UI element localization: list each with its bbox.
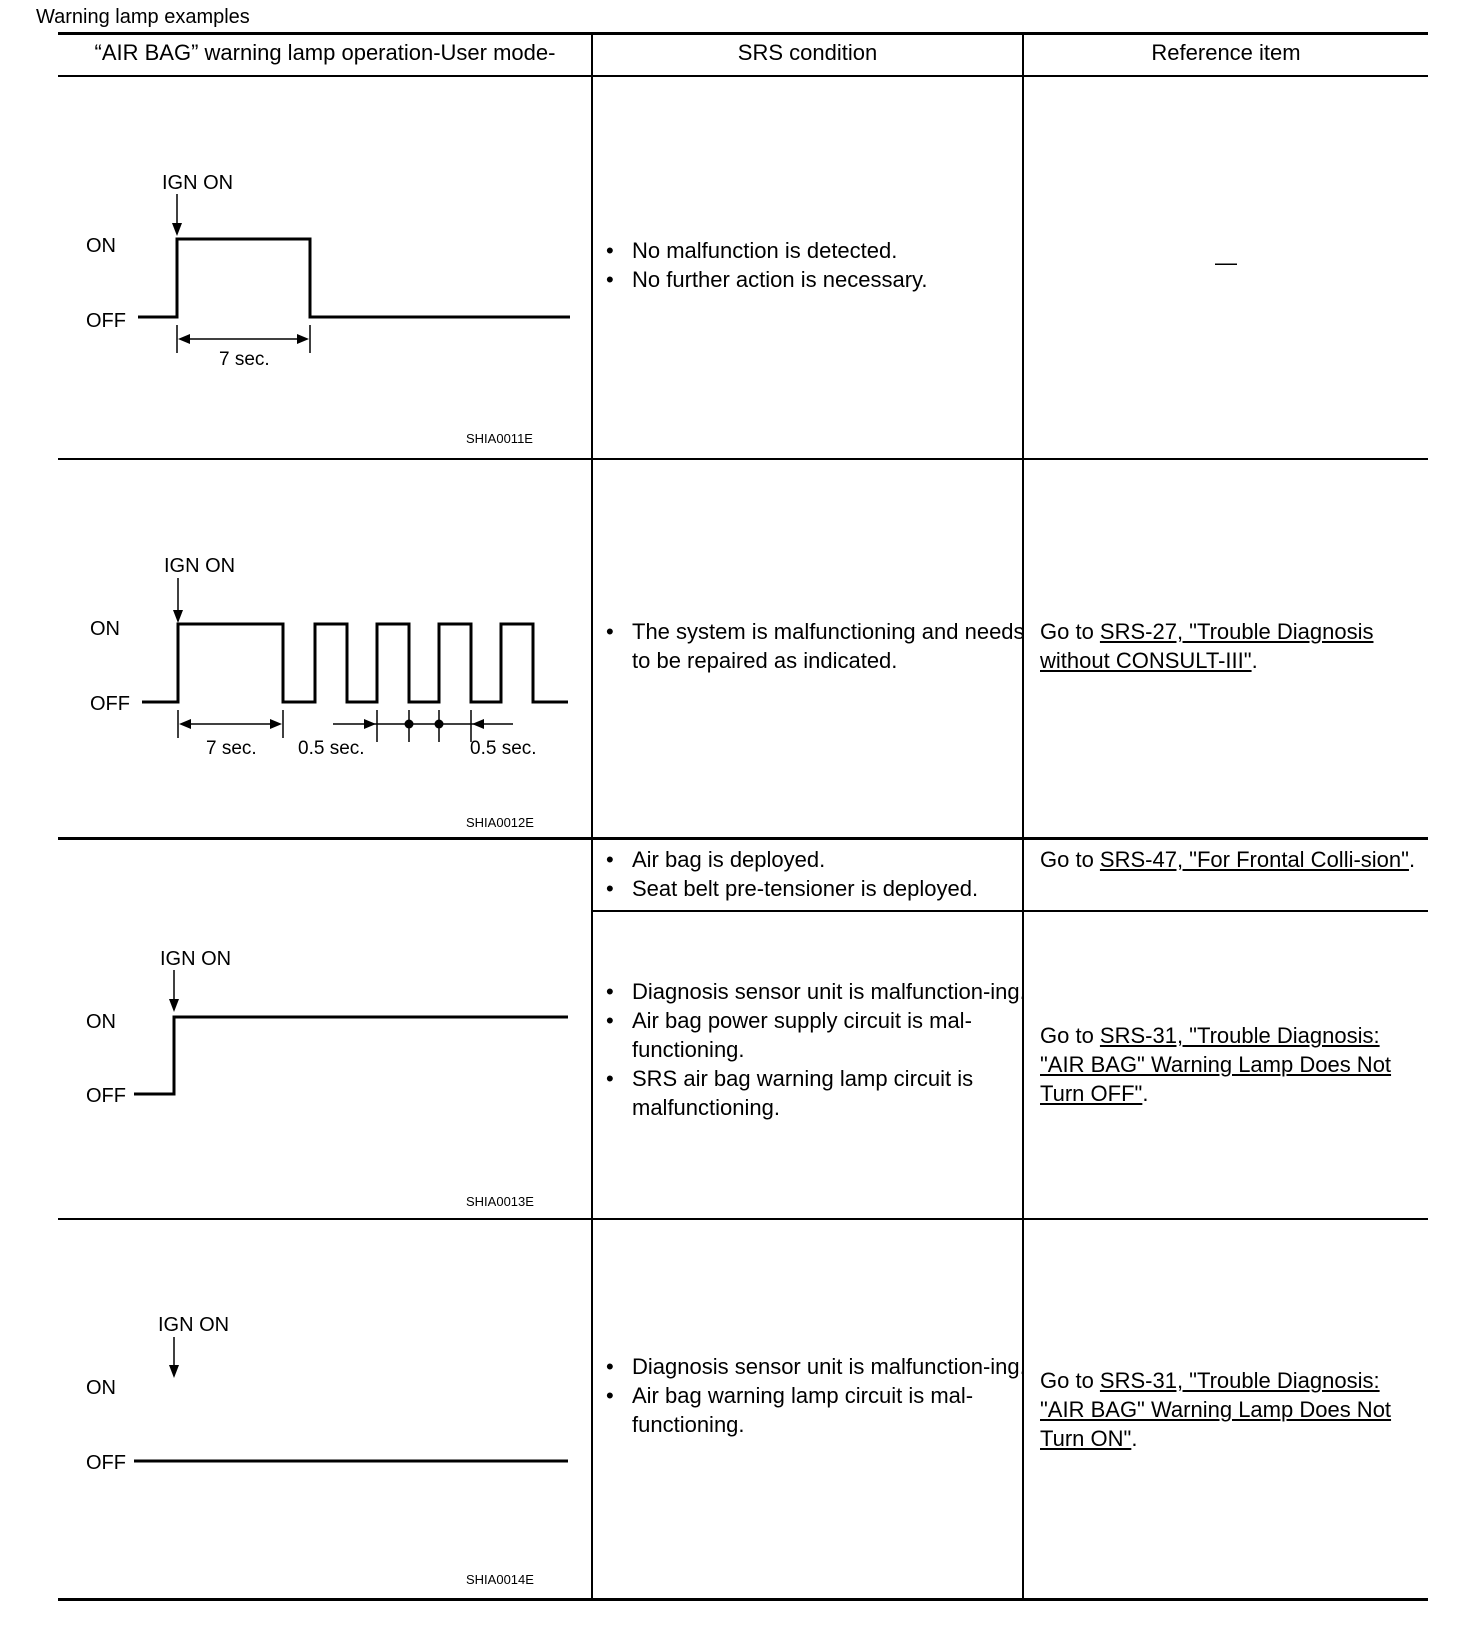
off-label: OFF (86, 310, 126, 332)
row-4-reference (1040, 1366, 1420, 1453)
header-condition: SRS condition (737, 40, 878, 65)
reference-link[interactable]: SRS-47, "For Frontal Colli-sion" (1099, 847, 1409, 872)
reference-prefix: Go to (1040, 847, 1100, 872)
duration-label: 7 sec. (219, 349, 270, 370)
figure-code: SHIA0014E (466, 1572, 534, 1587)
condition-item: • Air bag power supply circuit is mal-functioning. (606, 1006, 1026, 1064)
ign-arrowhead (173, 610, 183, 623)
off-label: OFF (86, 1452, 126, 1474)
row-4-conditions (606, 1352, 1026, 1439)
condition-item: • Air bag warning lamp circuit is mal-functioning. (606, 1381, 1026, 1439)
condition-item: • No further action is necessary. (606, 265, 1026, 294)
row-1-reference: — (1215, 250, 1237, 275)
figure-code: SHIA0011E (466, 431, 533, 446)
row-2-conditions (606, 617, 1026, 675)
header-operation: “AIR BAG” warning lamp operation-User mode- (94, 40, 556, 65)
condition-item: • The system is malfunctioning and needs to be repaired as indicated. (606, 617, 1026, 675)
row-1-diagram (58, 77, 592, 458)
row-3-diagram (58, 840, 592, 1218)
ign-arrowhead (169, 999, 179, 1012)
row-4-diagram (58, 1220, 592, 1598)
on-label: ON (86, 1377, 116, 1399)
lamp-signal-trace (142, 624, 568, 702)
row-1-conditions (606, 236, 1026, 294)
reference-link[interactable]: SRS-27, "Trouble Diagnosis without CONSULT-III" (1040, 619, 1374, 673)
ign-on-label: IGN ON (158, 1314, 230, 1336)
condition-item: • Diagnosis sensor unit is malfunction-ing. (606, 1352, 1026, 1381)
reference-link[interactable]: SRS-31, "Trouble Diagnosis: "AIR BAG" Warning Lamp Does Not Turn ON" (1040, 1368, 1392, 1451)
blink-label-2: 0.5 sec. (470, 738, 537, 759)
condition-item: • No malfunction is detected. (606, 236, 1026, 265)
condition-item: • Diagnosis sensor unit is malfunction-ing. (606, 977, 1026, 1006)
reference-prefix: Go to (1040, 1023, 1100, 1048)
blink-label-1: 0.5 sec. (298, 738, 365, 759)
on-label: ON (86, 1011, 116, 1033)
off-label: OFF (86, 1085, 126, 1107)
condition-item: • Air bag is deployed. (606, 845, 1026, 874)
table-top-rule (58, 32, 1428, 35)
ign-arrowhead (169, 1365, 179, 1378)
reference-prefix: Go to (1040, 1368, 1100, 1393)
row-3b-reference (1040, 1021, 1420, 1108)
reference-suffix: . (1251, 648, 1258, 673)
reference-link[interactable]: SRS-31, "Trouble Diagnosis: "AIR BAG" Warning Lamp Does Not Turn OFF" (1040, 1023, 1392, 1106)
figure-code: SHIA0012E (466, 815, 534, 830)
page-caption: Warning lamp examples (36, 6, 250, 28)
header-reference: Reference item (1151, 40, 1301, 65)
on-label: ON (90, 618, 120, 640)
reference-suffix: . (1142, 1081, 1149, 1106)
lamp-signal-trace (138, 239, 570, 317)
ign-arrowhead (172, 223, 182, 236)
reference-suffix: . (1408, 847, 1416, 872)
row-3b-conditions (606, 977, 1026, 1122)
ign-on-label: IGN ON (162, 172, 234, 194)
row-2-reference (1040, 617, 1420, 675)
row-2-diagram (58, 460, 592, 837)
duration-label: 7 sec. (206, 738, 257, 759)
reference-prefix: Go to (1040, 619, 1100, 644)
row-3-split-rule (592, 910, 1428, 912)
ign-on-label: IGN ON (160, 948, 232, 970)
figure-code: SHIA0013E (466, 1194, 534, 1209)
off-label: OFF (90, 693, 130, 715)
row-3a-reference (1040, 845, 1420, 874)
condition-item: • SRS air bag warning lamp circuit is malfunctioning. (606, 1064, 1026, 1122)
reference-suffix: . (1131, 1426, 1138, 1451)
condition-item: • Seat belt pre-tensioner is deployed. (606, 874, 1026, 903)
lamp-signal-trace (134, 1017, 568, 1094)
ign-on-label: IGN ON (164, 555, 236, 577)
on-label: ON (86, 235, 116, 257)
table-bottom-rule (58, 1598, 1428, 1601)
row-3a-conditions (606, 845, 1026, 903)
